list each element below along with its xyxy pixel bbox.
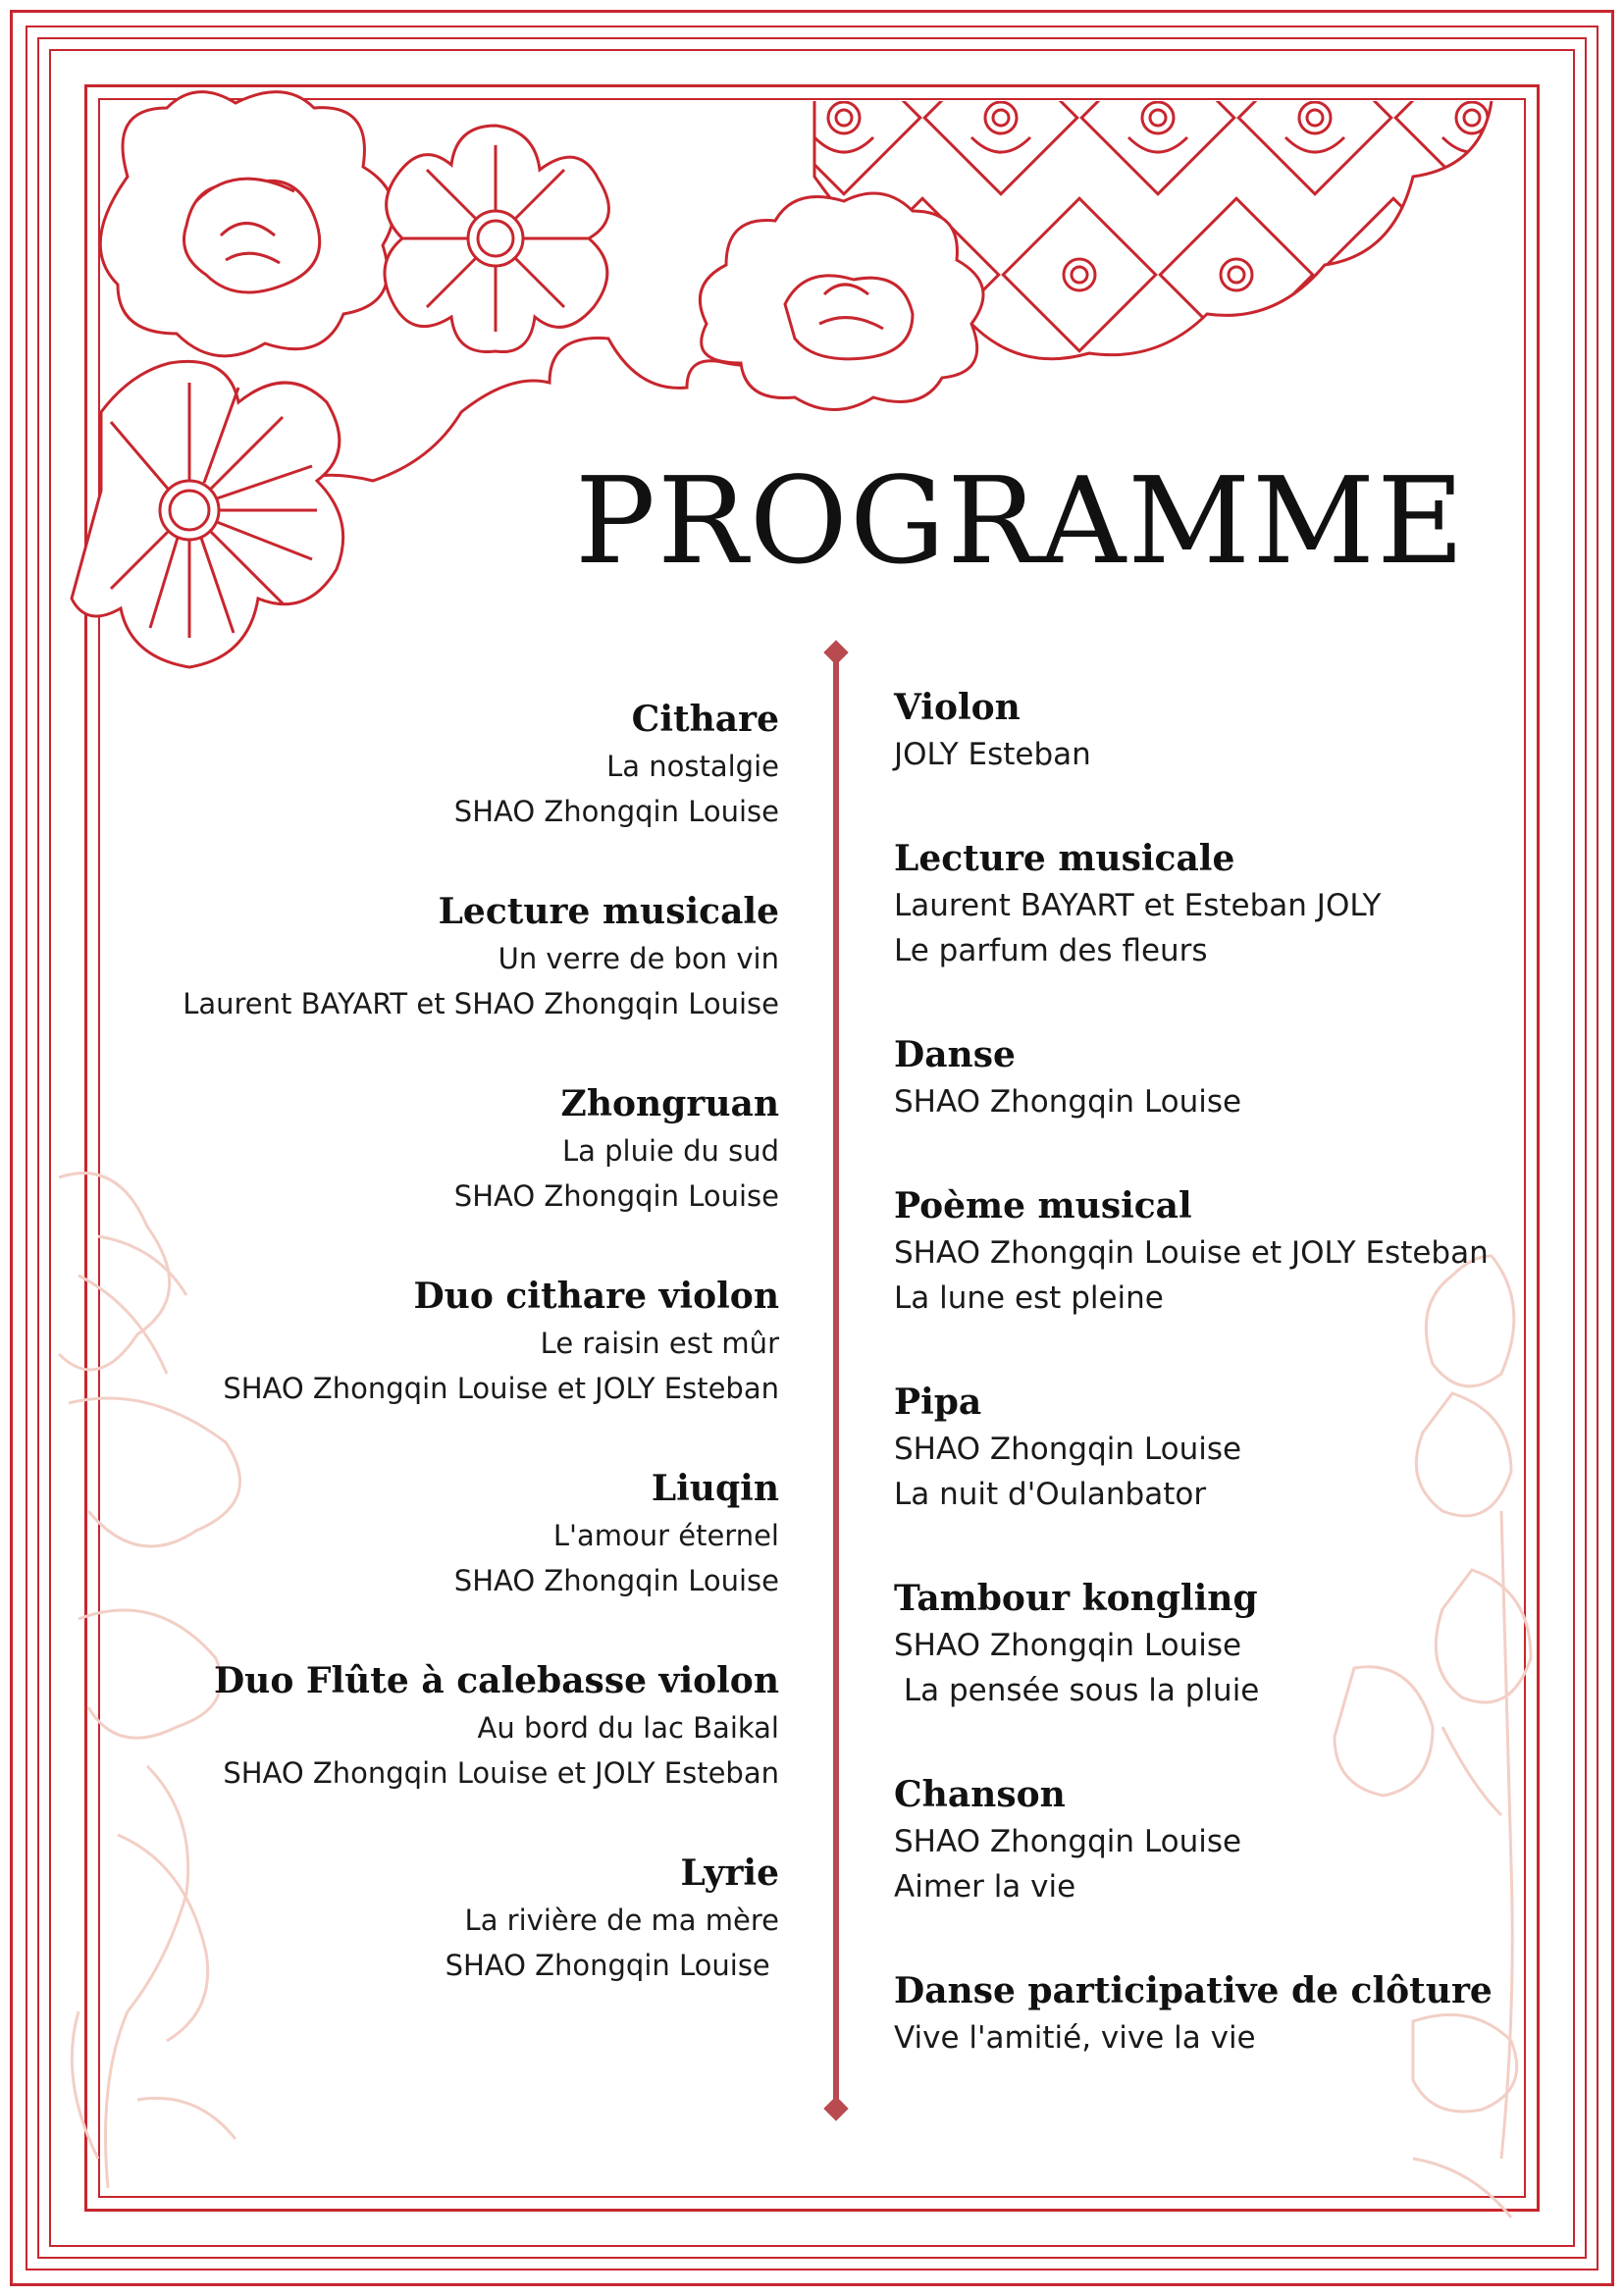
page-title: PROGRAMME bbox=[574, 451, 1467, 591]
entry-line: SHAO Zhongqin Louise et JOLY Esteban bbox=[894, 1235, 1489, 1271]
entry-heading: Violon bbox=[894, 687, 1021, 728]
program-entry bbox=[98, 1849, 779, 1988]
entry-line: Le parfum des fleurs bbox=[894, 933, 1208, 968]
entry-line: Un verre de bon vin bbox=[498, 942, 779, 975]
entry-line: Au bord du lac Baikal bbox=[477, 1711, 779, 1745]
entry-line: SHAO Zhongqin Louise bbox=[894, 1824, 1242, 1859]
program-entry bbox=[894, 1378, 1522, 1517]
program-entry bbox=[894, 1574, 1522, 1713]
program-entry bbox=[98, 1272, 779, 1411]
program-entry bbox=[98, 887, 779, 1026]
entry-line: SHAO Zhongqin Louise bbox=[453, 1179, 779, 1213]
entry-line: Aimer la vie bbox=[894, 1869, 1076, 1905]
center-divider bbox=[833, 651, 839, 2109]
entry-heading: Lecture musicale bbox=[438, 891, 779, 932]
entry-line: La nuit d'Oulanbator bbox=[894, 1477, 1207, 1512]
program-right-column bbox=[894, 683, 1522, 2117]
entry-heading: Duo Flûte à calebasse violon bbox=[213, 1660, 779, 1701]
daisy-icon bbox=[72, 361, 343, 667]
program-entry bbox=[894, 1181, 1522, 1321]
entry-heading: Danse participative de clôture bbox=[894, 1970, 1493, 2011]
program-entry bbox=[894, 1030, 1522, 1124]
entry-line: Le raisin est mûr bbox=[540, 1327, 779, 1360]
peony-top-icon bbox=[700, 193, 983, 410]
entry-line: SHAO Zhongqin Louise et JOLY Esteban bbox=[223, 1756, 779, 1790]
entry-line: SHAO Zhongqin Louise bbox=[894, 1628, 1242, 1663]
entry-line: Laurent BAYART et Esteban JOLY bbox=[894, 888, 1382, 923]
entry-heading: Poème musical bbox=[894, 1185, 1192, 1226]
entry-line: La pensée sous la pluie bbox=[894, 1673, 1260, 1708]
entry-heading: Chanson bbox=[894, 1774, 1066, 1815]
entry-line: Vive l'amitié, vive la vie bbox=[894, 2020, 1256, 2056]
entry-line: La rivière de ma mère bbox=[464, 1904, 779, 1937]
entry-heading: Lyrie bbox=[680, 1852, 779, 1894]
entry-heading: Danse bbox=[894, 1034, 1016, 1075]
entry-line: SHAO Zhongqin Louise et JOLY Esteban bbox=[223, 1372, 779, 1405]
entry-heading: Cithare bbox=[631, 699, 779, 740]
program-entry bbox=[98, 1079, 779, 1219]
program-entry bbox=[894, 834, 1522, 973]
entry-line: SHAO Zhongqin Louise bbox=[894, 1432, 1242, 1467]
entry-line: Laurent BAYART et SHAO Zhongqin Louise bbox=[183, 987, 779, 1020]
entry-line: JOLY Esteban bbox=[894, 737, 1091, 772]
entry-line: La pluie du sud bbox=[561, 1134, 779, 1168]
entry-heading: Pipa bbox=[894, 1382, 982, 1423]
chrysanthemum-icon bbox=[385, 126, 608, 352]
entry-heading: Zhongruan bbox=[560, 1083, 779, 1124]
peony-icon bbox=[100, 92, 393, 356]
entry-line: L'amour éternel bbox=[552, 1519, 779, 1552]
entry-line: SHAO Zhongqin Louise bbox=[453, 795, 779, 828]
entry-line: SHAO Zhongqin Louise bbox=[894, 1084, 1242, 1120]
program-entry bbox=[98, 1656, 779, 1796]
entry-heading: Duo cithare violon bbox=[413, 1276, 779, 1317]
entry-heading: Lecture musicale bbox=[894, 838, 1235, 879]
program-entry bbox=[98, 695, 779, 834]
entry-line: SHAO Zhongqin Louise bbox=[453, 1564, 779, 1597]
entry-line: La nostalgie bbox=[606, 750, 779, 783]
program-entry bbox=[894, 683, 1522, 777]
entry-heading: Tambour kongling bbox=[894, 1578, 1258, 1619]
program-left-column bbox=[98, 695, 779, 2041]
program-entry bbox=[894, 1770, 1522, 1909]
entry-line: SHAO Zhongqin Louise bbox=[445, 1949, 779, 1982]
program-entry bbox=[98, 1464, 779, 1603]
entry-line: La lune est pleine bbox=[894, 1280, 1164, 1316]
program-entry bbox=[894, 1966, 1522, 2061]
entry-heading: Liuqin bbox=[651, 1468, 779, 1509]
